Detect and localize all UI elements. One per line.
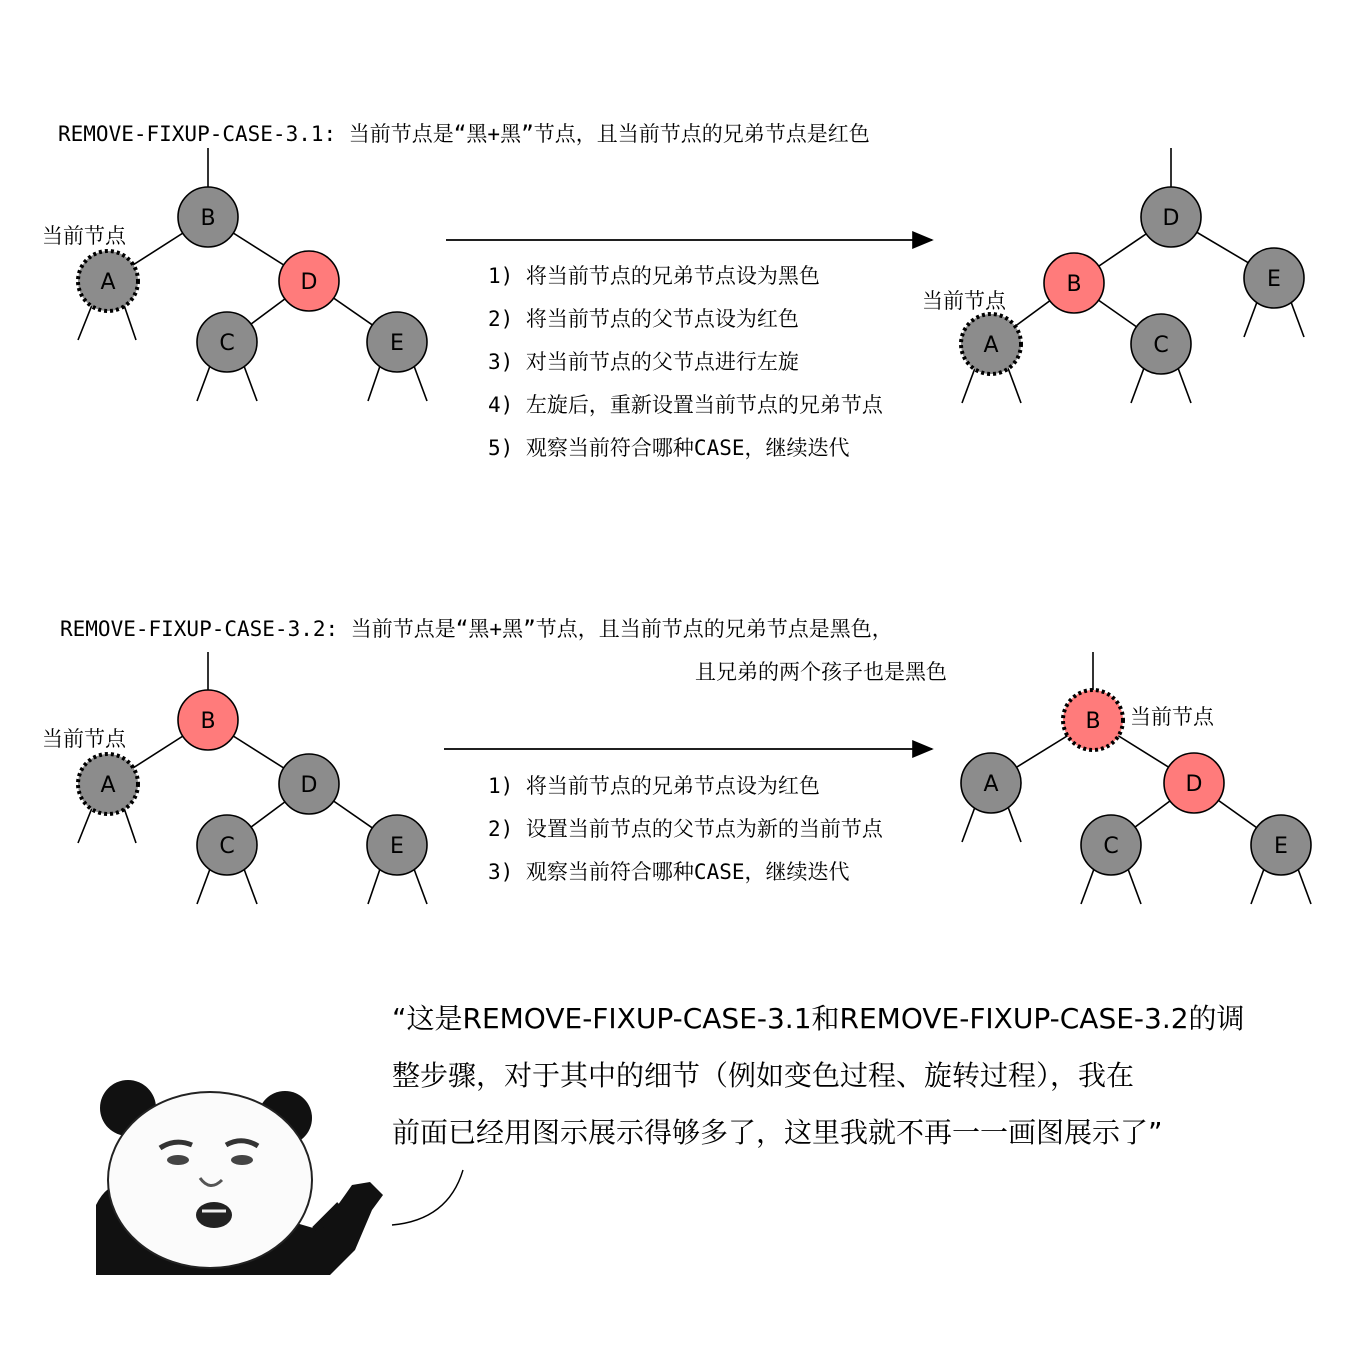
case2-steps (488, 774, 884, 885)
case2-before-node-E (367, 815, 427, 875)
case1-step-3: 3) 对当前节点的父节点进行左旋 (488, 350, 799, 374)
svg-text:D: D (1162, 206, 1180, 231)
case1-after-node-D (1141, 187, 1201, 247)
case1-section (42, 122, 1304, 461)
case2-before-current-label: 当前节点 (42, 727, 126, 751)
case2-before-node-D (279, 754, 339, 814)
case1-before-node-E (367, 312, 427, 372)
case2-before-node-C (197, 815, 257, 875)
case2-before-node-B (178, 690, 238, 750)
case2-step-1: 1) 将当前节点的兄弟节点设为红色 (488, 774, 820, 798)
case2-after-node-E (1251, 815, 1311, 875)
svg-text:D: D (1185, 772, 1203, 797)
case2-after-current-label: 当前节点 (1130, 705, 1214, 729)
speech-line-2: 整步骤，对于其中的细节（例如变色过程、旋转过程），我在 (392, 1059, 1135, 1092)
case1-step-1: 1) 将当前节点的兄弟节点设为黑色 (488, 264, 820, 288)
case1-before-node-C (197, 312, 257, 372)
svg-text:A: A (100, 773, 116, 798)
case1-before-node-B (178, 187, 238, 247)
svg-text:B: B (200, 709, 216, 734)
svg-text:E: E (1274, 834, 1288, 859)
case2-section (42, 617, 1311, 904)
case2-step-2: 2) 设置当前节点的父节点为新的当前节点 (488, 817, 883, 841)
case1-step-5: 5) 观察当前符合哪种CASE，继续迭代 (488, 436, 850, 460)
case1-step-2: 2) 将当前节点的父节点设为红色 (488, 307, 799, 331)
svg-text:E: E (390, 834, 404, 859)
case1-after-node-C (1131, 314, 1191, 374)
case2-after-node-D (1164, 753, 1224, 813)
case2-after-node-C (1081, 815, 1141, 875)
svg-text:B: B (200, 206, 216, 231)
case1-after-node-E (1244, 248, 1304, 308)
case1-after-current-label: 当前节点 (922, 289, 1006, 313)
case2-after-node-B (1063, 690, 1123, 750)
speech-tail (392, 1170, 463, 1225)
case1-title: REMOVE-FIXUP-CASE-3.1: 当前节点是“黑+黑”节点，且当前节点的兄弟节点是红色 (58, 122, 870, 146)
speech-line-3: 前面已经用图示展示得够多了，这里我就不再一一画图展示了” (392, 1116, 1163, 1149)
case1-after-node-A (961, 314, 1021, 374)
svg-text:A: A (983, 333, 999, 358)
case2-step-3: 3) 观察当前符合哪种CASE，继续迭代 (488, 860, 850, 884)
case2-title-line1: REMOVE-FIXUP-CASE-3.2: 当前节点是“黑+黑”节点，且当前节点的兄弟节点是黑色， (60, 617, 893, 641)
case2-before-node-A (78, 754, 138, 814)
svg-text:C: C (219, 834, 235, 859)
svg-text:A: A (100, 270, 116, 295)
svg-text:B: B (1066, 272, 1082, 297)
speech-line-1: “这是REMOVE-FIXUP-CASE-3.1和REMOVE-FIXUP-CASE-3.2的调 (392, 1002, 1245, 1035)
case2-title-line2: 且兄弟的两个孩子也是黑色 (695, 660, 947, 684)
case1-steps (488, 264, 884, 461)
svg-text:E: E (390, 331, 404, 356)
svg-text:E: E (1267, 267, 1281, 292)
svg-text:C: C (1153, 333, 1169, 358)
speech-text (392, 1002, 1245, 1149)
case2-after-node-A (961, 753, 1021, 813)
case1-after-node-B (1044, 253, 1104, 313)
svg-text:A: A (983, 772, 999, 797)
svg-text:C: C (1103, 834, 1119, 859)
case1-before-current-label: 当前节点 (42, 224, 126, 248)
svg-text:B: B (1085, 709, 1101, 734)
svg-text:C: C (219, 331, 235, 356)
case1-before-node-D (279, 251, 339, 311)
case1-before-node-A (78, 251, 138, 311)
svg-text:D: D (300, 773, 318, 798)
panda-meme-icon (96, 1080, 383, 1275)
case1-step-4: 4) 左旋后，重新设置当前节点的兄弟节点 (488, 393, 883, 417)
svg-text:D: D (300, 270, 318, 295)
